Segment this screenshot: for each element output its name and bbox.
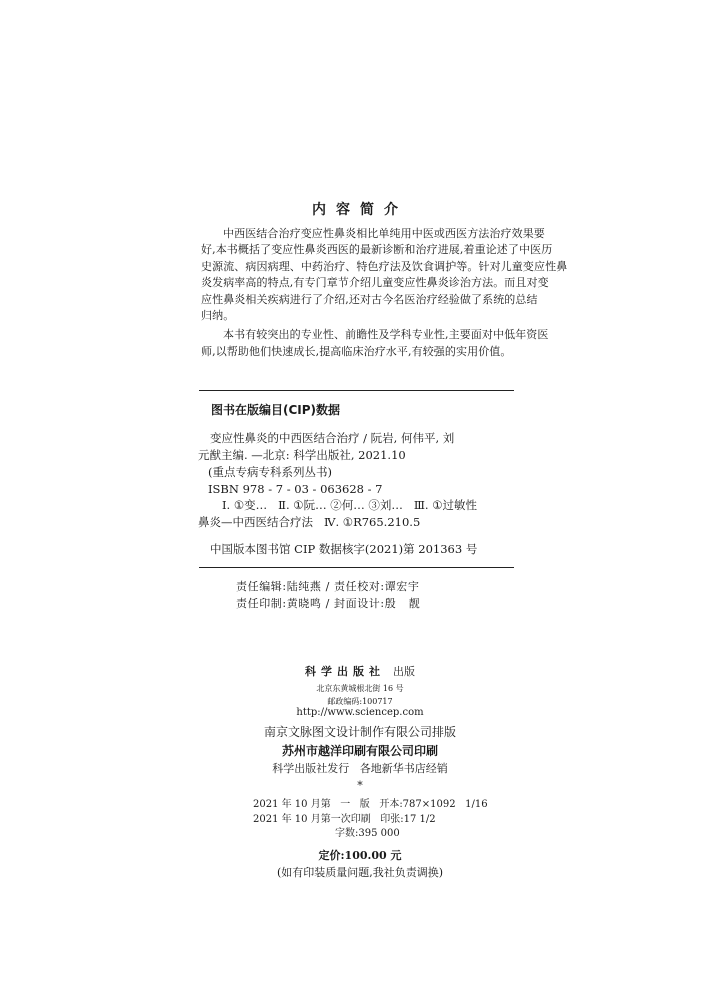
cip-entry-line: ISBN 978 - 7 - 03 - 063628 - 7 [208, 482, 383, 496]
summary-line: 炎发病率高的特点,有专门章节介绍儿童变应性鼻炎诊治方法。而且对变 [201, 276, 549, 290]
credits [236, 578, 420, 612]
summary-line: 归纳。 [201, 309, 235, 323]
divider-top [199, 390, 514, 391]
summary-paragraph-2 [201, 327, 549, 360]
publisher-address: 北京东黄城根北街 16 号 [316, 684, 404, 693]
divider-bottom [199, 567, 514, 568]
publisher-website: http://www.sciencep.com [296, 707, 424, 718]
summary-line: 史源流、病因病理、中药治疗、特色疗法及饮食调护等。针对儿童变应性鼻 [201, 259, 568, 273]
distribution: 科学出版社发行 各地新华书店经销 [272, 762, 448, 775]
cip-class-line: 鼻炎—中西医结合疗法 Ⅳ. ①R765.210.5 [198, 515, 421, 529]
summary-line: 中西医结合治疗变应性鼻炎相比单纯用中医或西医方法治疗效果要 [223, 227, 545, 240]
cip-classification [198, 497, 477, 531]
price: 定价:100.00 元 [318, 849, 402, 862]
cip-entry [198, 430, 454, 498]
summary-line: 师,以帮助他们快速成长,提高临床治疗水平,有较强的实用价值。 [201, 344, 512, 358]
publisher-suffix: 出版 [393, 665, 415, 678]
page-title: 内容简介 [312, 202, 408, 218]
publisher-line [0, 663, 720, 679]
credits-line: 责任印制:黄晓鸣 / 封面设计:殷 靓 [236, 597, 421, 610]
cip-check-number: 中国版本图书馆 CIP 数据核字(2021)第 201363 号 [210, 542, 478, 556]
word-count: 字数:395 000 [335, 828, 400, 839]
cip-heading: 图书在版编目(CIP)数据 [211, 403, 341, 417]
credits-line: 责任编辑:陆纯燕 / 责任校对:谭宏宇 [236, 580, 420, 593]
edition-line: 2021 年 10 月第 一 版 开本:787×1092 1/16 [253, 799, 488, 810]
cip-entry-line: (重点专病专科系列丛书) [208, 465, 332, 479]
printing-line: 2021 年 10 月第一次印刷 印张:17 1/2 [253, 814, 436, 825]
quality-notice: (如有印装质量问题,我社负责调换) [276, 866, 444, 879]
typesetter: 南京文脉图文设计制作有限公司排版 [263, 725, 456, 739]
summary-line: 本书有较突出的专业性、前瞻性及学科专业性,主要面对中低年资医 [223, 328, 549, 342]
summary-line: 应性鼻炎相关疾病进行了介绍,还对古今名医治疗经验做了系统的总结 [201, 292, 538, 306]
cip-entry-line: 变应性鼻炎的中西医结合治疗 / 阮岩, 何伟平, 刘 [210, 431, 455, 445]
printer: 苏州市越洋印刷有限公司印刷 [281, 744, 438, 758]
summary-paragraph-1 [201, 226, 568, 324]
publisher-name: 科学出版社 [305, 665, 385, 678]
summary-text [201, 226, 568, 361]
publisher-postcode: 邮政编码:100717 [327, 697, 393, 706]
summary-line: 好,本书概括了变应性鼻炎西医的最新诊断和治疗进展,着重论述了中医历 [201, 243, 553, 257]
cip-class-line: Ⅰ. ①变… Ⅱ. ①阮… ②何… ③刘… Ⅲ. ①过敏性 [222, 498, 478, 512]
separator-star: * [357, 779, 363, 792]
cip-entry-line: 元猷主编. —北京: 科学出版社, 2021.10 [198, 448, 406, 462]
